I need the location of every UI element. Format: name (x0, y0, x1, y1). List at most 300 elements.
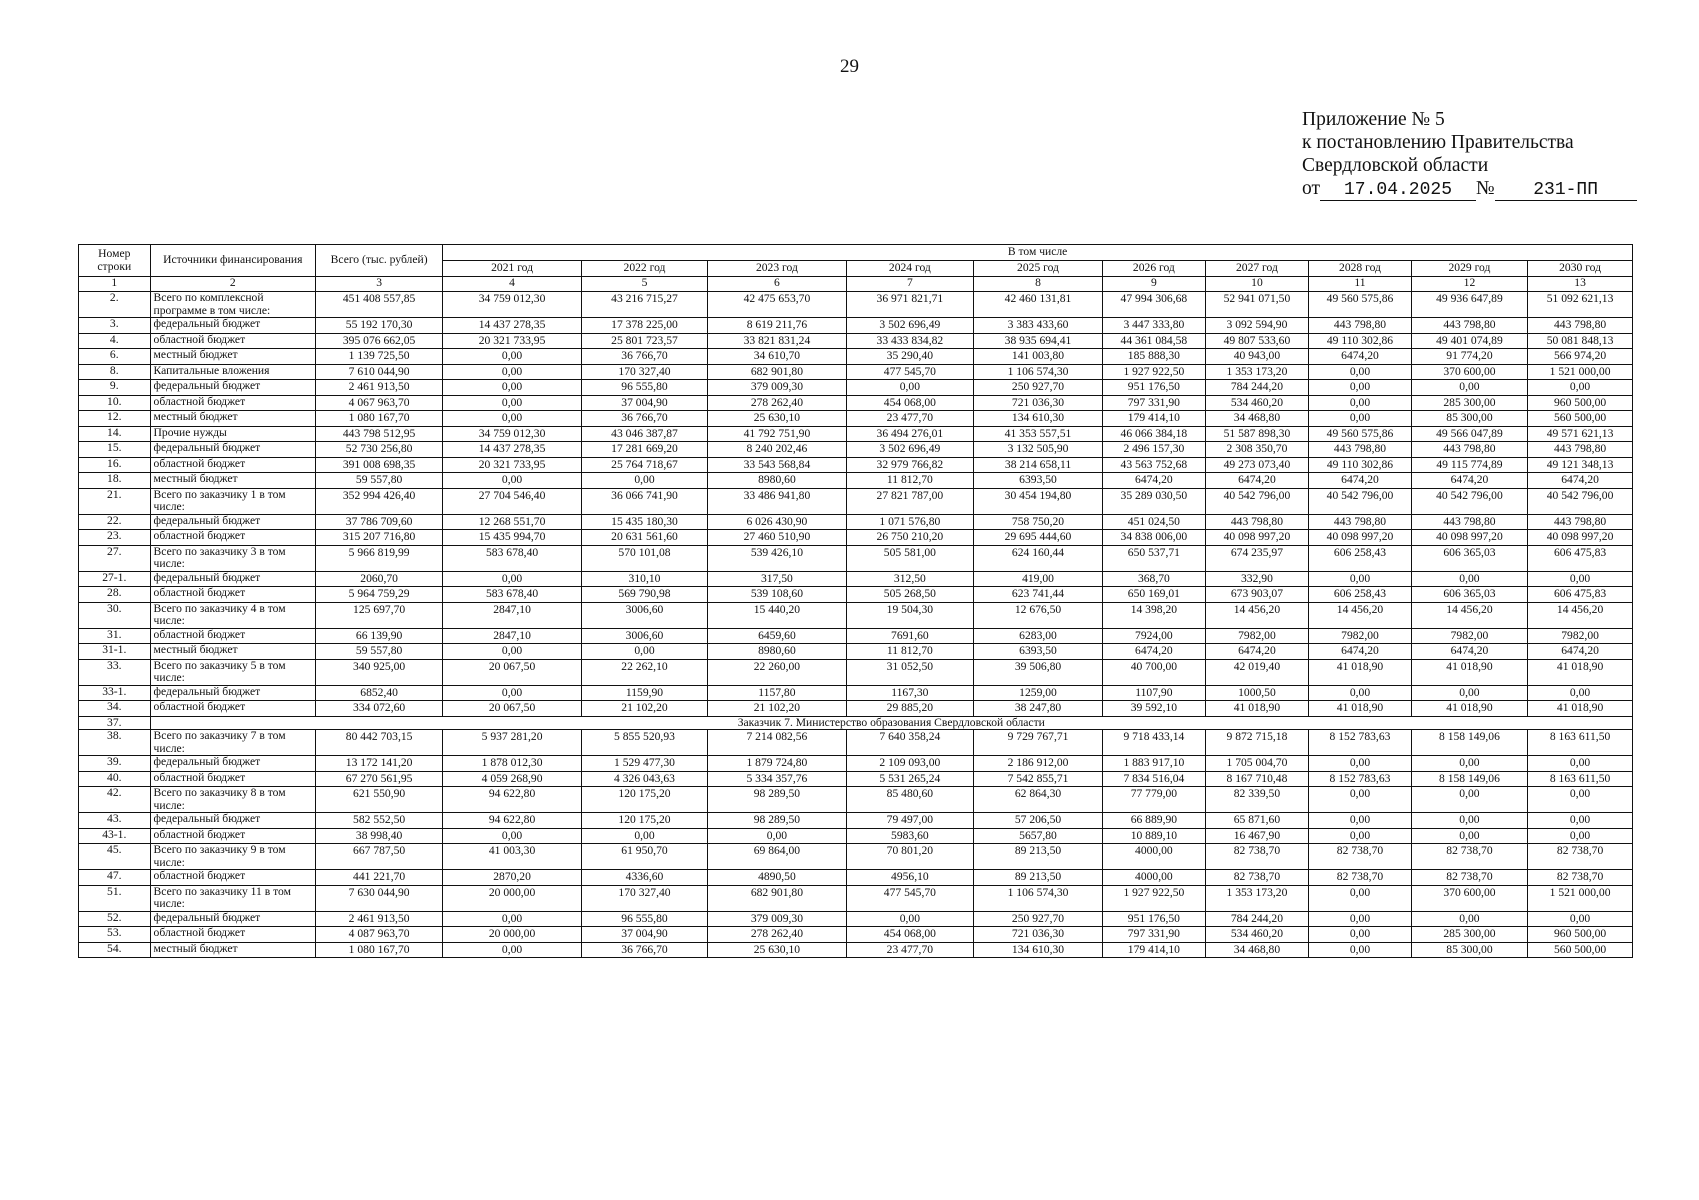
amount-cell: 606 365,03 (1411, 587, 1527, 603)
amount-cell: 7982,00 (1411, 628, 1527, 644)
funding-source: Капитальные вложения (150, 364, 316, 380)
amount-cell: 91 774,20 (1411, 349, 1527, 365)
amount-cell: 35 289 030,50 (1103, 488, 1206, 514)
amount-cell: 82 738,70 (1528, 844, 1633, 870)
row-number: 31-1. (79, 644, 151, 660)
amount-cell: 40 700,00 (1103, 659, 1206, 685)
amount-cell: 0,00 (1528, 380, 1633, 396)
amount-cell: 334 072,60 (316, 701, 443, 717)
amount-cell: 1 927 922,50 (1103, 364, 1206, 380)
funding-source: местный бюджет (150, 942, 316, 958)
amount-cell: 36 766,70 (581, 411, 707, 427)
column-index-cell: 8 (973, 277, 1102, 292)
amount-cell: 20 631 561,60 (581, 530, 707, 546)
amount-cell: 332,90 (1205, 571, 1309, 587)
amount-cell: 0,00 (1411, 571, 1527, 587)
amount-cell: 1 353 173,20 (1205, 364, 1309, 380)
amount-cell: 27 704 546,40 (443, 488, 582, 514)
amount-cell: 170 327,40 (581, 885, 707, 911)
funding-source: федеральный бюджет (150, 514, 316, 530)
amount-cell: 33 821 831,24 (708, 333, 847, 349)
column-index-cell: 4 (443, 277, 582, 292)
amount-cell: 120 175,20 (581, 813, 707, 829)
amount-cell: 5 966 819,99 (316, 545, 443, 571)
amount-cell: 0,00 (443, 473, 582, 489)
amount-cell: 443 798,80 (1411, 514, 1527, 530)
amount-cell: 539 108,60 (708, 587, 847, 603)
page-number: 29 (840, 56, 859, 77)
amount-cell: 1 883 917,10 (1103, 756, 1206, 772)
amount-cell: 0,00 (1309, 380, 1412, 396)
row-number: 54. (79, 942, 151, 958)
amount-cell: 85 480,60 (846, 787, 973, 813)
table-row (79, 911, 1633, 927)
amount-cell: 34 468,80 (1205, 411, 1309, 427)
amount-cell: 40 542 796,00 (1528, 488, 1633, 514)
amount-cell: 758 750,20 (973, 514, 1102, 530)
column-index-cell: 9 (1103, 277, 1206, 292)
appendix-number: 231-ПП (1495, 180, 1637, 201)
amount-cell: 41 018,90 (1411, 701, 1527, 717)
amount-cell: 0,00 (1309, 411, 1412, 427)
amount-cell: 33 543 568,84 (708, 457, 847, 473)
amount-cell: 0,00 (443, 828, 582, 844)
amount-cell: 278 262,40 (708, 395, 847, 411)
amount-cell: 41 353 557,51 (973, 426, 1102, 442)
amount-cell: 2 186 912,00 (973, 756, 1102, 772)
appendix-date: 17.04.2025 (1320, 180, 1476, 201)
amount-cell: 443 798,80 (1309, 442, 1412, 458)
amount-cell: 1 071 576,80 (846, 514, 973, 530)
amount-cell: 38 214 658,11 (973, 457, 1102, 473)
appendix-line-2: к постановлению Правительства (1302, 132, 1574, 153)
row-number: 3. (79, 318, 151, 334)
amount-cell: 34 468,80 (1205, 942, 1309, 958)
amount-cell: 51 092 621,13 (1528, 292, 1633, 318)
amount-cell: 33 486 941,80 (708, 488, 847, 514)
amount-cell: 40 098 997,20 (1411, 530, 1527, 546)
amount-cell: 49 566 047,89 (1411, 426, 1527, 442)
amount-cell: 0,00 (1528, 911, 1633, 927)
funding-source: Всего по заказчику 11 в том числе: (150, 885, 316, 911)
amount-cell: 49 110 302,86 (1309, 457, 1412, 473)
amount-cell: 534 460,20 (1205, 395, 1309, 411)
amount-cell: 41 018,90 (1528, 659, 1633, 685)
amount-cell: 96 555,80 (581, 911, 707, 927)
amount-cell: 6393,50 (973, 473, 1102, 489)
amount-cell: 36 766,70 (581, 349, 707, 365)
amount-cell: 8980,60 (708, 644, 847, 660)
amount-cell: 94 622,80 (443, 787, 582, 813)
table-row (79, 844, 1633, 870)
amount-cell: 42 019,40 (1205, 659, 1309, 685)
amount-cell: 27 460 510,90 (708, 530, 847, 546)
amount-cell: 25 801 723,57 (581, 333, 707, 349)
amount-cell: 4336,60 (581, 870, 707, 886)
amount-cell: 0,00 (443, 571, 582, 587)
amount-cell: 94 622,80 (443, 813, 582, 829)
amount-cell: 25 764 718,67 (581, 457, 707, 473)
amount-cell: 23 477,70 (846, 942, 973, 958)
amount-cell: 623 741,44 (973, 587, 1102, 603)
amount-cell: 797 331,90 (1103, 927, 1206, 943)
amount-cell: 2870,20 (443, 870, 582, 886)
amount-cell: 960 500,00 (1528, 927, 1633, 943)
amount-cell: 34 759 012,30 (443, 426, 582, 442)
header-year: 2028 год (1309, 261, 1412, 277)
amount-cell: 37 786 709,60 (316, 514, 443, 530)
table-row (79, 571, 1633, 587)
amount-cell: 36 494 276,01 (846, 426, 973, 442)
amount-cell: 36 971 821,71 (846, 292, 973, 318)
amount-cell: 784 244,20 (1205, 380, 1309, 396)
amount-cell: 43 216 715,27 (581, 292, 707, 318)
amount-cell: 14 398,20 (1103, 602, 1206, 628)
row-number: 31. (79, 628, 151, 644)
amount-cell: 7 610 044,90 (316, 364, 443, 380)
amount-cell: 7 834 516,04 (1103, 771, 1206, 787)
amount-cell: 606 258,43 (1309, 545, 1412, 571)
table-row (79, 885, 1633, 911)
table-row (79, 659, 1633, 685)
amount-cell: 4000,00 (1103, 870, 1206, 886)
amount-cell: 0,00 (1309, 364, 1412, 380)
amount-cell: 1 106 574,30 (973, 364, 1102, 380)
row-number: 22. (79, 514, 151, 530)
amount-cell: 5657,80 (973, 828, 1102, 844)
amount-cell: 2847,10 (443, 628, 582, 644)
amount-cell: 560 500,00 (1528, 411, 1633, 427)
amount-cell: 39 592,10 (1103, 701, 1206, 717)
table-row (79, 488, 1633, 514)
amount-cell: 20 321 733,95 (443, 333, 582, 349)
amount-cell: 82 738,70 (1205, 870, 1309, 886)
amount-cell: 312,50 (846, 571, 973, 587)
amount-cell: 20 067,50 (443, 701, 582, 717)
amount-cell: 14 456,20 (1411, 602, 1527, 628)
amount-cell: 0,00 (1309, 927, 1412, 943)
amount-cell: 451 408 557,85 (316, 292, 443, 318)
amount-cell: 36 066 741,90 (581, 488, 707, 514)
amount-cell: 20 000,00 (443, 927, 582, 943)
column-index-cell: 5 (581, 277, 707, 292)
amount-cell: 12 268 551,70 (443, 514, 582, 530)
row-number: 52. (79, 911, 151, 927)
amount-cell: 315 207 716,80 (316, 530, 443, 546)
amount-cell: 285 300,00 (1411, 395, 1527, 411)
amount-cell: 0,00 (846, 380, 973, 396)
amount-cell: 0,00 (1411, 828, 1527, 844)
amount-cell: 35 290,40 (846, 349, 973, 365)
amount-cell: 0,00 (1528, 685, 1633, 701)
row-number: 45. (79, 844, 151, 870)
amount-cell: 0,00 (846, 911, 973, 927)
amount-cell: 443 798,80 (1309, 514, 1412, 530)
amount-cell: 570 101,08 (581, 545, 707, 571)
row-number: 30. (79, 602, 151, 628)
amount-cell: 42 460 131,81 (973, 292, 1102, 318)
amount-cell: 69 864,00 (708, 844, 847, 870)
table-row (79, 318, 1633, 334)
table-row (79, 292, 1633, 318)
amount-cell: 65 871,60 (1205, 813, 1309, 829)
amount-cell: 9 729 767,71 (973, 730, 1102, 756)
amount-cell: 606 475,83 (1528, 545, 1633, 571)
amount-cell: 0,00 (443, 685, 582, 701)
amount-cell: 454 068,00 (846, 395, 973, 411)
amount-cell: 569 790,98 (581, 587, 707, 603)
amount-cell: 125 697,70 (316, 602, 443, 628)
amount-cell: 0,00 (443, 380, 582, 396)
amount-cell: 8 152 783,63 (1309, 730, 1412, 756)
header-year: 2029 год (1411, 261, 1527, 277)
amount-cell: 82 738,70 (1309, 870, 1412, 886)
amount-cell: 141 003,80 (973, 349, 1102, 365)
funding-source: областной бюджет (150, 870, 316, 886)
amount-cell: 8980,60 (708, 473, 847, 489)
row-number: 18. (79, 473, 151, 489)
amount-cell: 0,00 (1309, 828, 1412, 844)
amount-cell: 0,00 (1309, 911, 1412, 927)
amount-cell: 566 974,20 (1528, 349, 1633, 365)
amount-cell: 4 087 963,70 (316, 927, 443, 943)
amount-cell: 70 801,20 (846, 844, 973, 870)
amount-cell: 621 550,90 (316, 787, 443, 813)
funding-source: местный бюджет (150, 349, 316, 365)
amount-cell: 11 812,70 (846, 473, 973, 489)
row-number: 27-1. (79, 571, 151, 587)
amount-cell: 667 787,50 (316, 844, 443, 870)
amount-cell: 3 502 696,49 (846, 442, 973, 458)
amount-cell: 66 139,90 (316, 628, 443, 644)
funding-source: Всего по комплексной программе в том числе: (150, 292, 316, 318)
column-index-cell: 11 (1309, 277, 1412, 292)
amount-cell: 370 600,00 (1411, 885, 1527, 911)
amount-cell: 1107,90 (1103, 685, 1206, 701)
amount-cell: 0,00 (1309, 813, 1412, 829)
amount-cell: 721 036,30 (973, 927, 1102, 943)
header-year: 2027 год (1205, 261, 1309, 277)
funding-source: Всего по заказчику 1 в том числе: (150, 488, 316, 514)
amount-cell: 120 175,20 (581, 787, 707, 813)
amount-cell: 6474,20 (1309, 644, 1412, 660)
amount-cell: 10 889,10 (1103, 828, 1206, 844)
header-year: 2022 год (581, 261, 707, 277)
table-row (79, 716, 1633, 730)
amount-cell: 9 872 715,18 (1205, 730, 1309, 756)
amount-cell: 19 504,30 (846, 602, 973, 628)
amount-cell: 37 004,90 (581, 927, 707, 943)
amount-cell: 443 798,80 (1411, 442, 1527, 458)
funding-source: федеральный бюджет (150, 911, 316, 927)
header-including: В том числе (443, 245, 1633, 261)
amount-cell: 534 460,20 (1205, 927, 1309, 943)
amount-cell: 0,00 (1309, 942, 1412, 958)
amount-cell: 370 600,00 (1411, 364, 1527, 380)
header-total: Всего (тыс. рублей) (316, 245, 443, 277)
amount-cell: 368,70 (1103, 571, 1206, 587)
amount-cell: 59 557,80 (316, 644, 443, 660)
row-number: 28. (79, 587, 151, 603)
amount-cell: 20 321 733,95 (443, 457, 582, 473)
table-row (79, 644, 1633, 660)
amount-cell: 1 106 574,30 (973, 885, 1102, 911)
row-number: 21. (79, 488, 151, 514)
row-number: 6. (79, 349, 151, 365)
amount-cell: 6474,20 (1205, 473, 1309, 489)
amount-cell: 89 213,50 (973, 844, 1102, 870)
amount-cell: 1 879 724,80 (708, 756, 847, 772)
row-number: 8. (79, 364, 151, 380)
amount-cell: 14 437 278,35 (443, 442, 582, 458)
amount-cell: 5 531 265,24 (846, 771, 973, 787)
amount-cell: 7 630 044,90 (316, 885, 443, 911)
table-row (79, 457, 1633, 473)
amount-cell: 8 158 149,06 (1411, 730, 1527, 756)
amount-cell: 42 475 653,70 (708, 292, 847, 318)
amount-cell: 38 935 694,41 (973, 333, 1102, 349)
amount-cell: 15 435 994,70 (443, 530, 582, 546)
amount-cell: 7 542 855,71 (973, 771, 1102, 787)
row-number: 12. (79, 411, 151, 427)
amount-cell: 0,00 (443, 942, 582, 958)
amount-cell: 6459,60 (708, 628, 847, 644)
amount-cell: 6474,20 (1309, 349, 1412, 365)
funding-source: областной бюджет (150, 628, 316, 644)
amount-cell: 49 273 073,40 (1205, 457, 1309, 473)
amount-cell: 3 447 333,80 (1103, 318, 1206, 334)
table-row (79, 426, 1633, 442)
amount-cell: 25 630,10 (708, 942, 847, 958)
amount-cell: 49 110 302,86 (1309, 333, 1412, 349)
amount-cell: 9 718 433,14 (1103, 730, 1206, 756)
header-row-no: Номер строки (79, 245, 151, 277)
funding-source: федеральный бюджет (150, 685, 316, 701)
funding-source: Всего по заказчику 7 в том числе: (150, 730, 316, 756)
amount-cell: 352 994 426,40 (316, 488, 443, 514)
row-number: 2. (79, 292, 151, 318)
amount-cell: 49 115 774,89 (1411, 457, 1527, 473)
amount-cell: 582 552,50 (316, 813, 443, 829)
funding-source: Всего по заказчику 3 в том числе: (150, 545, 316, 571)
amount-cell: 3006,60 (581, 602, 707, 628)
amount-cell: 8 158 149,06 (1411, 771, 1527, 787)
table-row (79, 787, 1633, 813)
amount-cell: 0,00 (443, 911, 582, 927)
amount-cell: 606 258,43 (1309, 587, 1412, 603)
amount-cell: 4 067 963,70 (316, 395, 443, 411)
row-number: 37. (79, 716, 151, 730)
amount-cell: 1 080 167,70 (316, 942, 443, 958)
amount-cell: 8 163 611,50 (1528, 730, 1633, 756)
amount-cell: 67 270 561,95 (316, 771, 443, 787)
amount-cell: 443 798,80 (1528, 514, 1633, 530)
table-row (79, 927, 1633, 943)
amount-cell: 6474,20 (1309, 473, 1412, 489)
amount-cell: 179 414,10 (1103, 411, 1206, 427)
row-number: 9. (79, 380, 151, 396)
amount-cell: 59 557,80 (316, 473, 443, 489)
amount-cell: 1259,00 (973, 685, 1102, 701)
amount-cell: 98 289,50 (708, 787, 847, 813)
funding-source: областной бюджет (150, 828, 316, 844)
table-row (79, 364, 1633, 380)
amount-cell: 49 560 575,86 (1309, 292, 1412, 318)
amount-cell: 0,00 (443, 349, 582, 365)
funding-source: областной бюджет (150, 333, 316, 349)
funding-source: федеральный бюджет (150, 380, 316, 396)
amount-cell: 951 176,50 (1103, 380, 1206, 396)
amount-cell: 0,00 (443, 395, 582, 411)
amount-cell: 6474,20 (1205, 644, 1309, 660)
amount-cell: 443 798,80 (1205, 514, 1309, 530)
amount-cell: 49 807 533,60 (1205, 333, 1309, 349)
amount-cell: 4 059 268,90 (443, 771, 582, 787)
amount-cell: 5 334 357,76 (708, 771, 847, 787)
row-number: 42. (79, 787, 151, 813)
amount-cell: 82 738,70 (1528, 870, 1633, 886)
amount-cell: 38 247,80 (973, 701, 1102, 717)
amount-cell: 673 903,07 (1205, 587, 1309, 603)
column-index-cell: 7 (846, 277, 973, 292)
amount-cell: 55 192 170,30 (316, 318, 443, 334)
row-number: 27. (79, 545, 151, 571)
amount-cell: 179 414,10 (1103, 942, 1206, 958)
customer-section-title: Заказчик 7. Министерство образования Свердловской области (150, 716, 1632, 730)
amount-cell: 41 792 751,90 (708, 426, 847, 442)
amount-cell: 8 163 611,50 (1528, 771, 1633, 787)
amount-cell: 40 943,00 (1205, 349, 1309, 365)
amount-cell: 583 678,40 (443, 545, 582, 571)
amount-cell: 20 067,50 (443, 659, 582, 685)
amount-cell: 14 456,20 (1205, 602, 1309, 628)
amount-cell: 310,10 (581, 571, 707, 587)
amount-cell: 0,00 (1528, 756, 1633, 772)
amount-cell: 14 456,20 (1309, 602, 1412, 628)
amount-cell: 40 542 796,00 (1205, 488, 1309, 514)
column-index-cell: 2 (150, 277, 316, 292)
header-source: Источники финансирования (150, 245, 316, 277)
amount-cell: 650 537,71 (1103, 545, 1206, 571)
amount-cell: 250 927,70 (973, 911, 1102, 927)
amount-cell: 66 889,90 (1103, 813, 1206, 829)
amount-cell: 1 705 004,70 (1205, 756, 1309, 772)
amount-cell: 34 838 006,00 (1103, 530, 1206, 546)
amount-cell: 960 500,00 (1528, 395, 1633, 411)
table-row (79, 771, 1633, 787)
funding-source: федеральный бюджет (150, 442, 316, 458)
amount-cell: 250 927,70 (973, 380, 1102, 396)
amount-cell: 3006,60 (581, 628, 707, 644)
table-row (79, 602, 1633, 628)
amount-cell: 31 052,50 (846, 659, 973, 685)
column-index-cell: 10 (1205, 277, 1309, 292)
amount-cell: 41 003,30 (443, 844, 582, 870)
date-prefix: от (1302, 178, 1321, 199)
amount-cell: 15 435 180,30 (581, 514, 707, 530)
table-row (79, 870, 1633, 886)
amount-cell: 1000,50 (1205, 685, 1309, 701)
amount-cell: 454 068,00 (846, 927, 973, 943)
amount-cell: 8 619 211,76 (708, 318, 847, 334)
funding-source: федеральный бюджет (150, 571, 316, 587)
amount-cell: 0,00 (1309, 885, 1412, 911)
amount-cell: 34 610,70 (708, 349, 847, 365)
amount-cell: 4956,10 (846, 870, 973, 886)
amount-cell: 85 300,00 (1411, 411, 1527, 427)
table-row (79, 587, 1633, 603)
table-row (79, 685, 1633, 701)
